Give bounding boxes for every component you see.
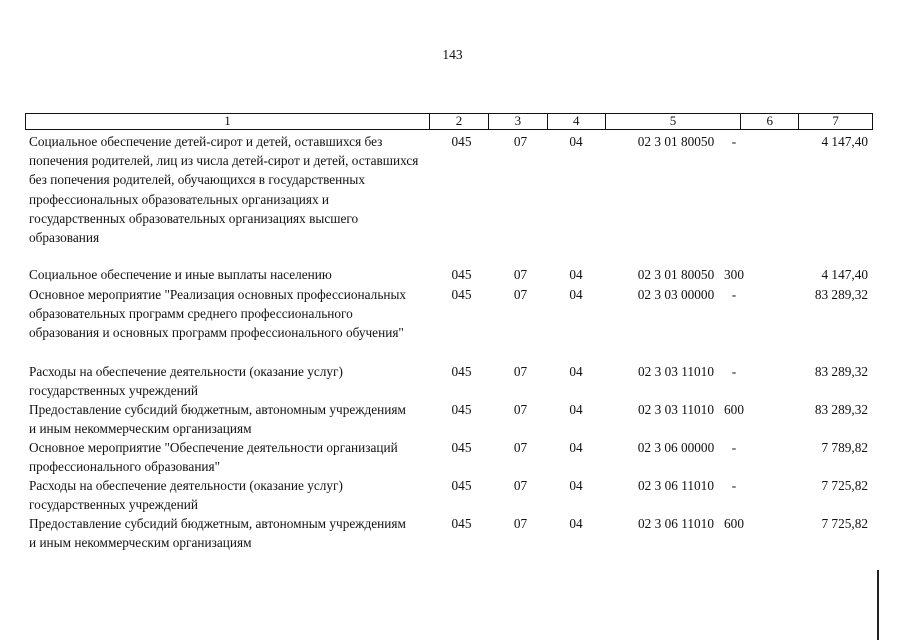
row-col-5: 02 3 03 00000: [637, 287, 715, 302]
row-col-5: 02 3 01 80050: [637, 267, 715, 282]
header-col-3: 3: [489, 114, 548, 129]
row-col-7: 4 147,40: [821, 267, 868, 282]
row-col-2: 045: [451, 267, 472, 282]
row-col-7: 83 289,32: [814, 402, 868, 417]
header-col-6: 6: [741, 114, 799, 129]
header-col-1: 1: [26, 114, 430, 129]
row-col-4: 04: [569, 478, 583, 493]
row-col-7: 83 289,32: [814, 364, 868, 379]
row-name: Предоставление субсидий бюджетным, автономным учреждениям и иным некоммерческим организациям: [29, 402, 406, 437]
row-col-5: 02 3 03 11010: [638, 402, 714, 417]
row-col-3: 07: [513, 364, 528, 379]
row-name: Предоставление субсидий бюджетным, автономным учреждениям и иным некоммерческим организациям: [29, 516, 406, 551]
row-col-4: 04: [569, 516, 583, 531]
row-col-4: 04: [569, 134, 583, 149]
row-col-7: 7 789,82: [821, 440, 868, 455]
header-col-7: 7: [832, 113, 839, 128]
row-col-5: 02 3 01 80050: [637, 134, 715, 149]
row-col-6: -: [731, 287, 737, 302]
row-name: Расходы на обеспечение деятельности (оказание услуг) государственных учреждений: [29, 478, 343, 513]
row-col-2: 045: [451, 402, 472, 417]
row-col-4: 04: [569, 364, 583, 379]
row-name: Основное мероприятие "Обеспечение деятельности организаций профессионального образования": [29, 440, 398, 475]
row-col-2: 045: [451, 287, 472, 302]
row-col-2: 045: [451, 440, 472, 455]
row-col-5: 02 3 06 11010: [638, 516, 714, 531]
row-col-2: 045: [451, 134, 472, 149]
row-col-7: 7 725,82: [821, 478, 868, 493]
table-header: [25, 113, 873, 130]
row-col-4: 04: [569, 267, 583, 282]
row-col-6: -: [731, 364, 737, 379]
row-col-5: 02 3 06 00000: [637, 440, 715, 455]
row-col-2: 045: [451, 478, 472, 493]
row-name: Основное мероприятие "Реализация основных профессиональных образовательных программ среднего профессионального образования и основных программ профессионального обучения": [29, 287, 407, 341]
row-col-5: 02 3 03 11010: [638, 364, 714, 379]
header-col-4: 4: [548, 114, 606, 129]
row-col-6: 600: [724, 402, 744, 417]
row-col-4: 04: [569, 402, 583, 417]
row-col-3: 07: [513, 287, 528, 302]
row-col-6: 600: [724, 516, 744, 531]
row-name: Социальное обеспечение детей-сирот и детей, оставшихся без попечения родителей, лиц из числа детей-сирот и детей, оставшихся без попечения родителей, обучающихся в государственных профессиональных образовательных организациях и государственных образовательных организациях высшего образования: [29, 134, 419, 246]
row-col-4: 04: [569, 440, 583, 455]
row-col-3: 07: [513, 440, 528, 455]
row-name: Расходы на обеспечение деятельности (оказание услуг) государственных учреждений: [29, 364, 343, 399]
row-col-3: 07: [513, 134, 528, 149]
row-col-2: 045: [451, 364, 472, 379]
scan-edge-line: [877, 570, 879, 640]
row-name: Социальное обеспечение и иные выплаты населению: [29, 267, 332, 282]
row-col-6: 300: [724, 267, 744, 282]
row-col-4: 04: [569, 287, 583, 302]
page-number: 143: [442, 47, 463, 62]
row-col-7: 83 289,32: [814, 287, 868, 302]
row-col-6: -: [731, 440, 737, 455]
row-col-3: 07: [513, 267, 528, 282]
row-col-7: 4 147,40: [821, 134, 868, 149]
row-col-6: -: [731, 134, 737, 149]
row-col-3: 07: [513, 516, 528, 531]
row-col-7: 7 725,82: [821, 516, 868, 531]
row-col-6: -: [731, 478, 737, 493]
row-col-5: 02 3 06 11010: [638, 478, 714, 493]
row-col-2: 045: [451, 516, 472, 531]
row-col-3: 07: [513, 478, 528, 493]
header-col-5: 5: [606, 114, 742, 129]
row-col-3: 07: [513, 402, 528, 417]
header-col-2: 2: [430, 114, 489, 129]
